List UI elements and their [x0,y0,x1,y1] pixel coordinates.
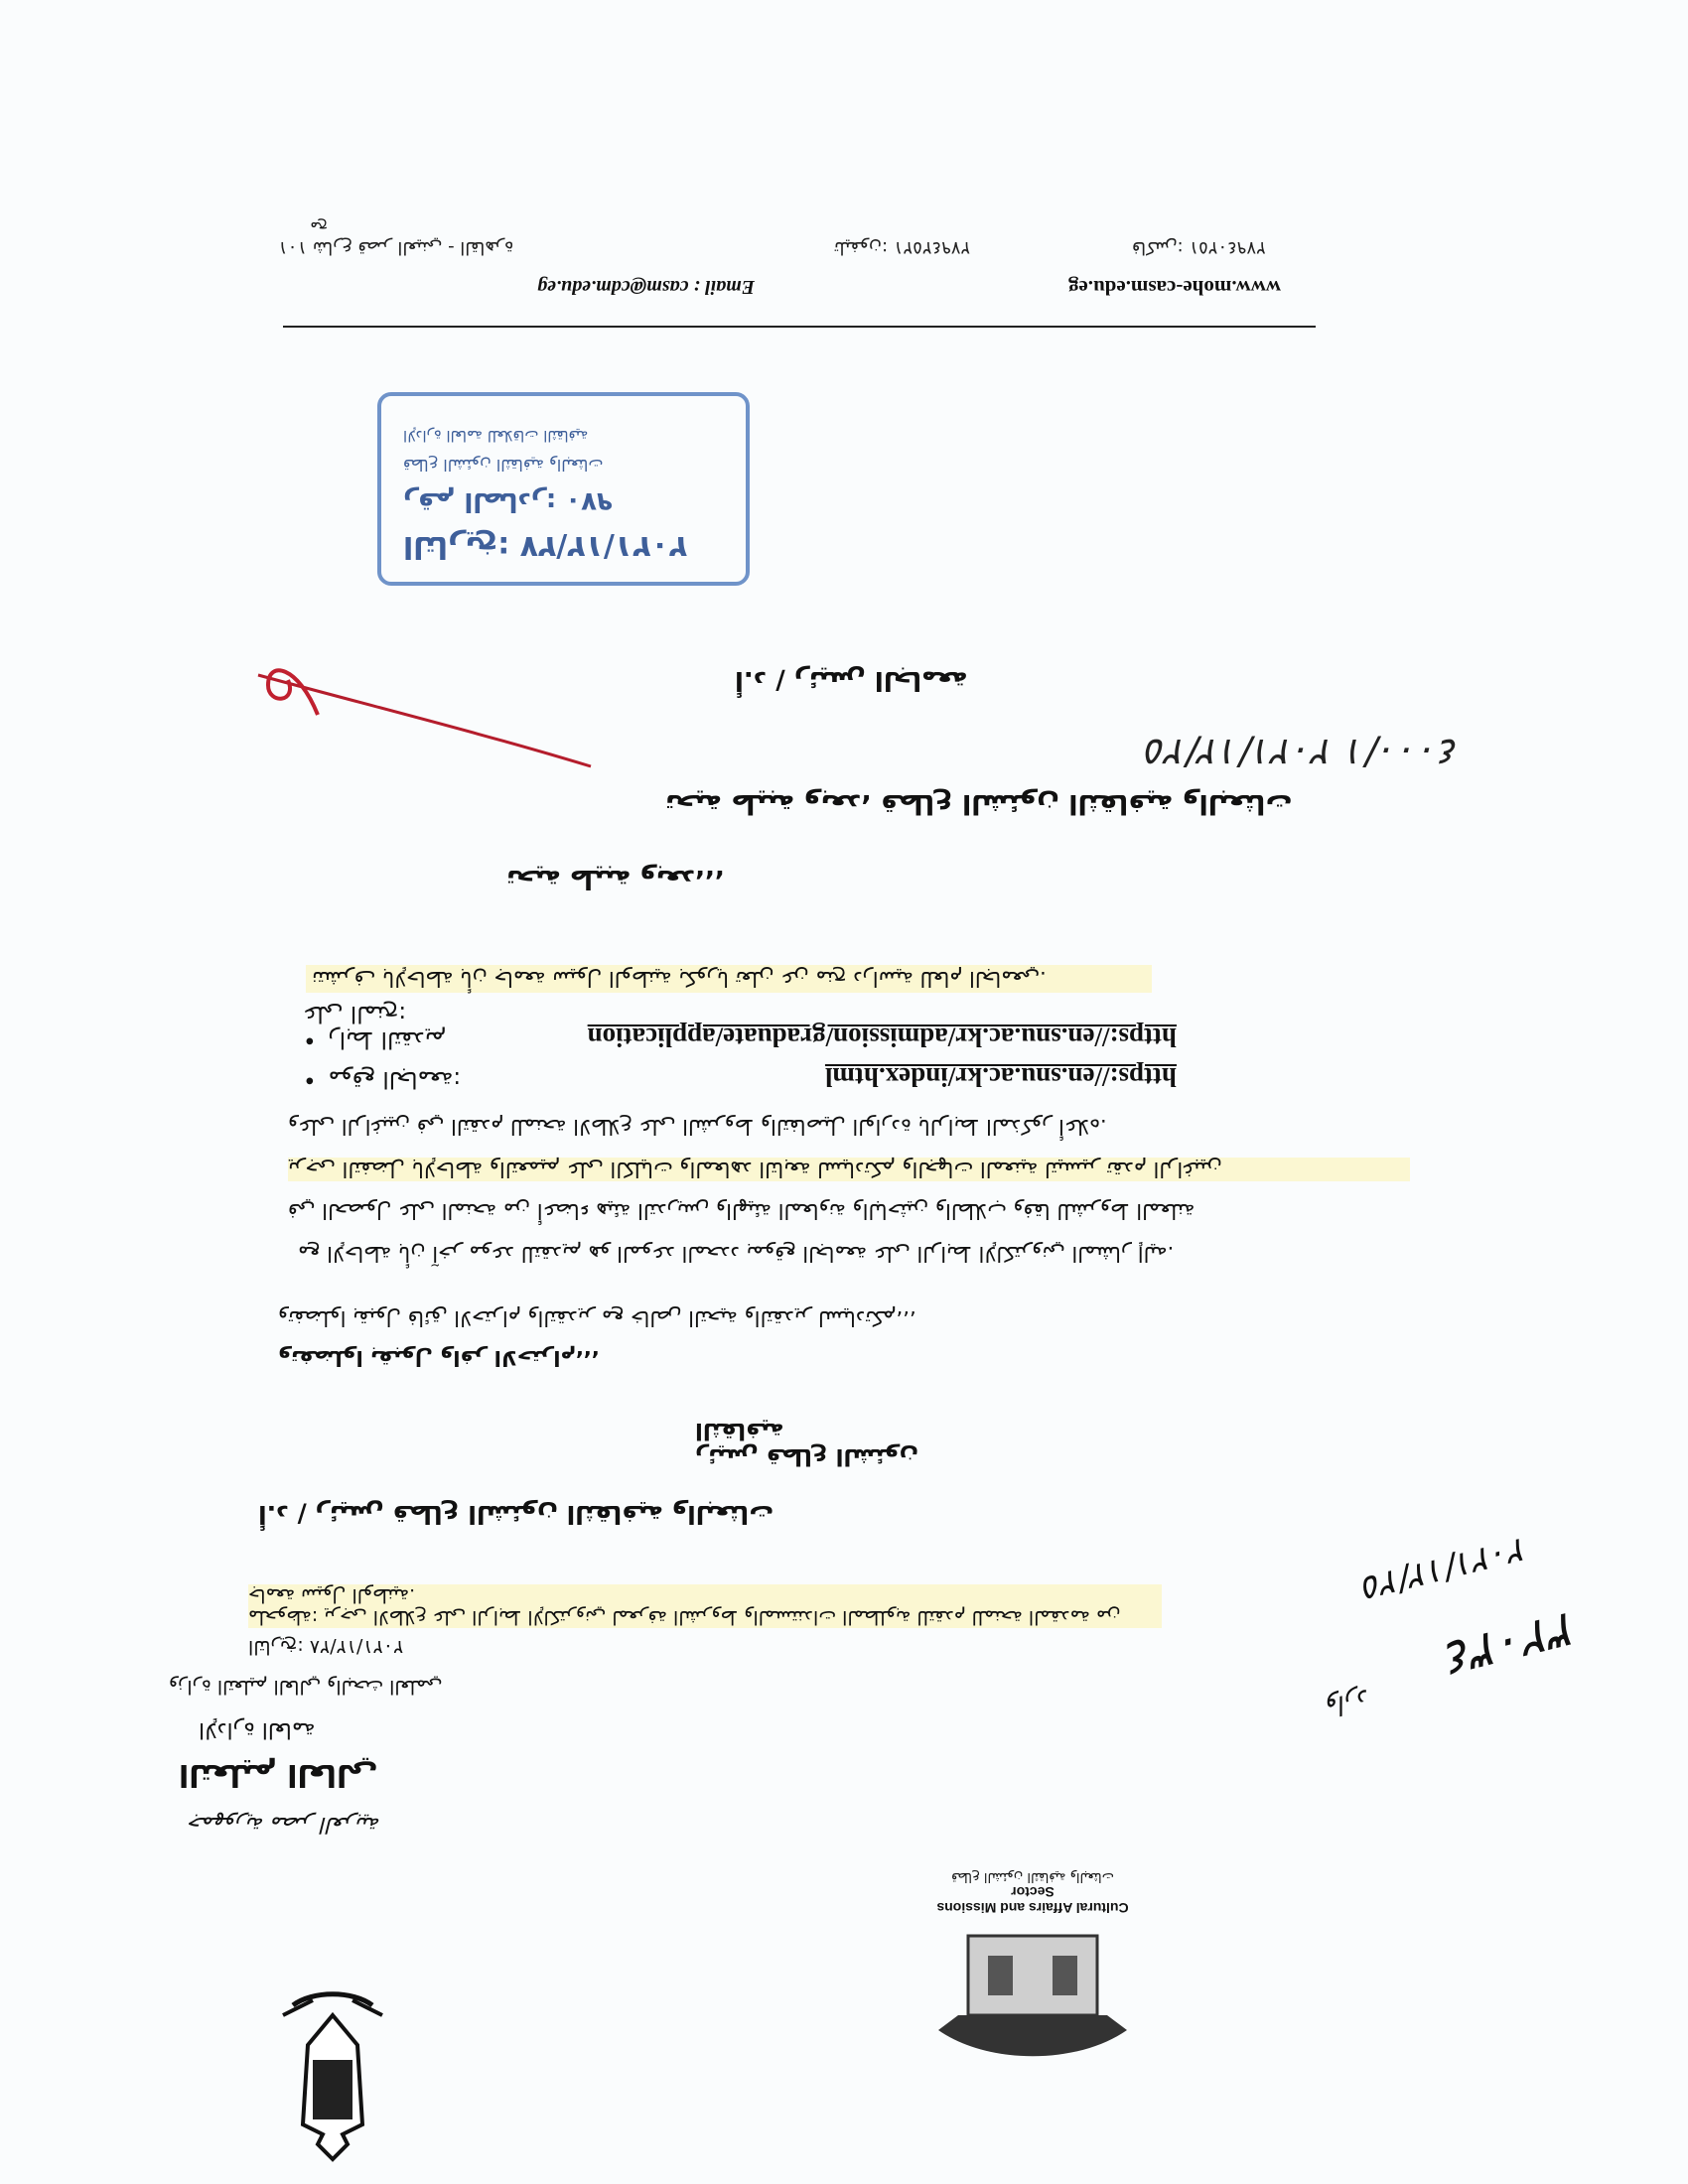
header-divider [283,326,1316,328]
header-email[interactable]: Email : casm@cdm.edu.eg [537,276,755,298]
ministry-line-2: الإدارة العامة [199,1717,316,1742]
body-para4: مع الإحاطة بأن آخر موعد للتقديم هو الموعد المحدد بموقع الجامعة على الرابط الإلكتروني المشار إليه. [298,1242,1175,1266]
link2-row [303,1060,1177,1092]
stamp-number: رقم الصادر: ٩٧٠ [403,486,613,516]
header-fax: فاكس: ٢٧٩٤٠٢٥١ [1132,237,1266,258]
link1-label: • رابط التقديم على المنح: [303,1001,472,1052]
sector-en-2: قطاع الشئون الثقافية والبعثات [951,1869,1114,1884]
recipient-title: أ.د / رئيس الجامعة [735,665,968,695]
signature-name: أ.د / رئيس قطاع الشئون الثقافية والبعثات [258,1500,774,1529]
link2-url[interactable]: https://en.snu.ac.kr/index.html [824,1062,1177,1092]
handwritten-date: ٢٠٢١/١٢/٢٥ [1358,1529,1532,1608]
sector-en-1: Cultural Affairs and Missions Sector [936,1884,1129,1916]
handwritten-number: ٣٢٠٣٤ [1440,1599,1585,1689]
body-closing: وتفضلوا بقبول وافر الاحترام،،، [278,1346,600,1370]
red-signature-mark [238,655,596,774]
link2-label: • موقع الجامعة: [303,1066,472,1092]
body-para3: في الحصول على المنحة من أعضاء هيئة التدريس والهيئة المعاونة والباحثين والطلاب وفقا للشروط المعلنة [288,1199,1196,1223]
sector-logo [914,1869,1152,1916]
footer-date: التاريخ: ٢٠٢١/١٢/٢٨ [248,1636,404,1658]
ministry-line-1: وزارة التعليم العالي والبحث العلمي [169,1676,443,1698]
body-intro: نتشرف بالإحاطة بأن جامعة سيول الوطنية بكوريا تعلن عن منح دراسية للعام الجامعي. [306,965,1152,993]
header-website[interactable]: www.mohe-casm.edu.eg [1067,276,1281,300]
greeting: تحية طيبة وبعد،،، [506,864,725,893]
link1-row [303,1001,1177,1052]
stamp-date: التاريخ: ٢٠٢١/١٢/٢٧ [403,529,688,564]
ministry-block [169,1668,506,1846]
header-address: ١٠١ شارع قصر العيني - القاهرة [278,237,514,258]
body-para1: وعلى الراغبين في التقدم للمنحة الاطلاع على الشروط والتفاصيل الواردة بالرابط المذكور أعلاه. [288,1115,1107,1139]
stamp-line4: الإدارة العامة للعلاقات الثقافية [403,427,589,445]
header-phone: تليفون: ٢٧٩٤٢٥٢١ [834,237,971,258]
recipient-dept: تحية طيبة وبعد، قطاع الشئون الثقافية والبعثات [665,788,1293,819]
footer-note: ملحوظة: يرجى الاطلاع على الرابط الإلكتروني لمعرفة الشروط والمستندات المطلوبة للتقدم للمنحة المقدمة من جامعة سيول الوطنية. [248,1584,1162,1628]
signature-title: رئيس قطاع الشئون الثقافية [695,1418,918,1469]
eagle-emblem [273,1976,392,2164]
header-address-row [278,228,1311,258]
link1-url[interactable]: https://en.snu.ac.kr/admission/graduate/application [587,1023,1177,1052]
ministry-line-3: التعليم العالي [179,1757,378,1792]
handwritten-sig: وارد [1324,1683,1373,1722]
incoming-stamp [377,392,750,586]
stamp-line3: قطاع الشئون الثقافية والبعثات [403,456,604,475]
sector-logo-graphic [928,1916,1137,2075]
header-side-mark: مح [310,218,328,236]
recipient-handwritten: ٢٠٢١/١٢/٢٥ ٤٠٠٠/١ [1146,731,1460,774]
body-para2: يرجى التفضل بالإحاطة والتعميم على الكليات والمعاهد التابعة لسيادتكم والجهات المعنية لتيسير تقدم الراغبين [288,1158,1410,1181]
ministry-line-4: جمهورية مصر العربية [189,1812,381,1837]
body-para5: وتفضلوا بقبول فائق الاحترام والتقدير مع خالص التحية والتقدير لسيادتكم،،، [278,1306,916,1330]
